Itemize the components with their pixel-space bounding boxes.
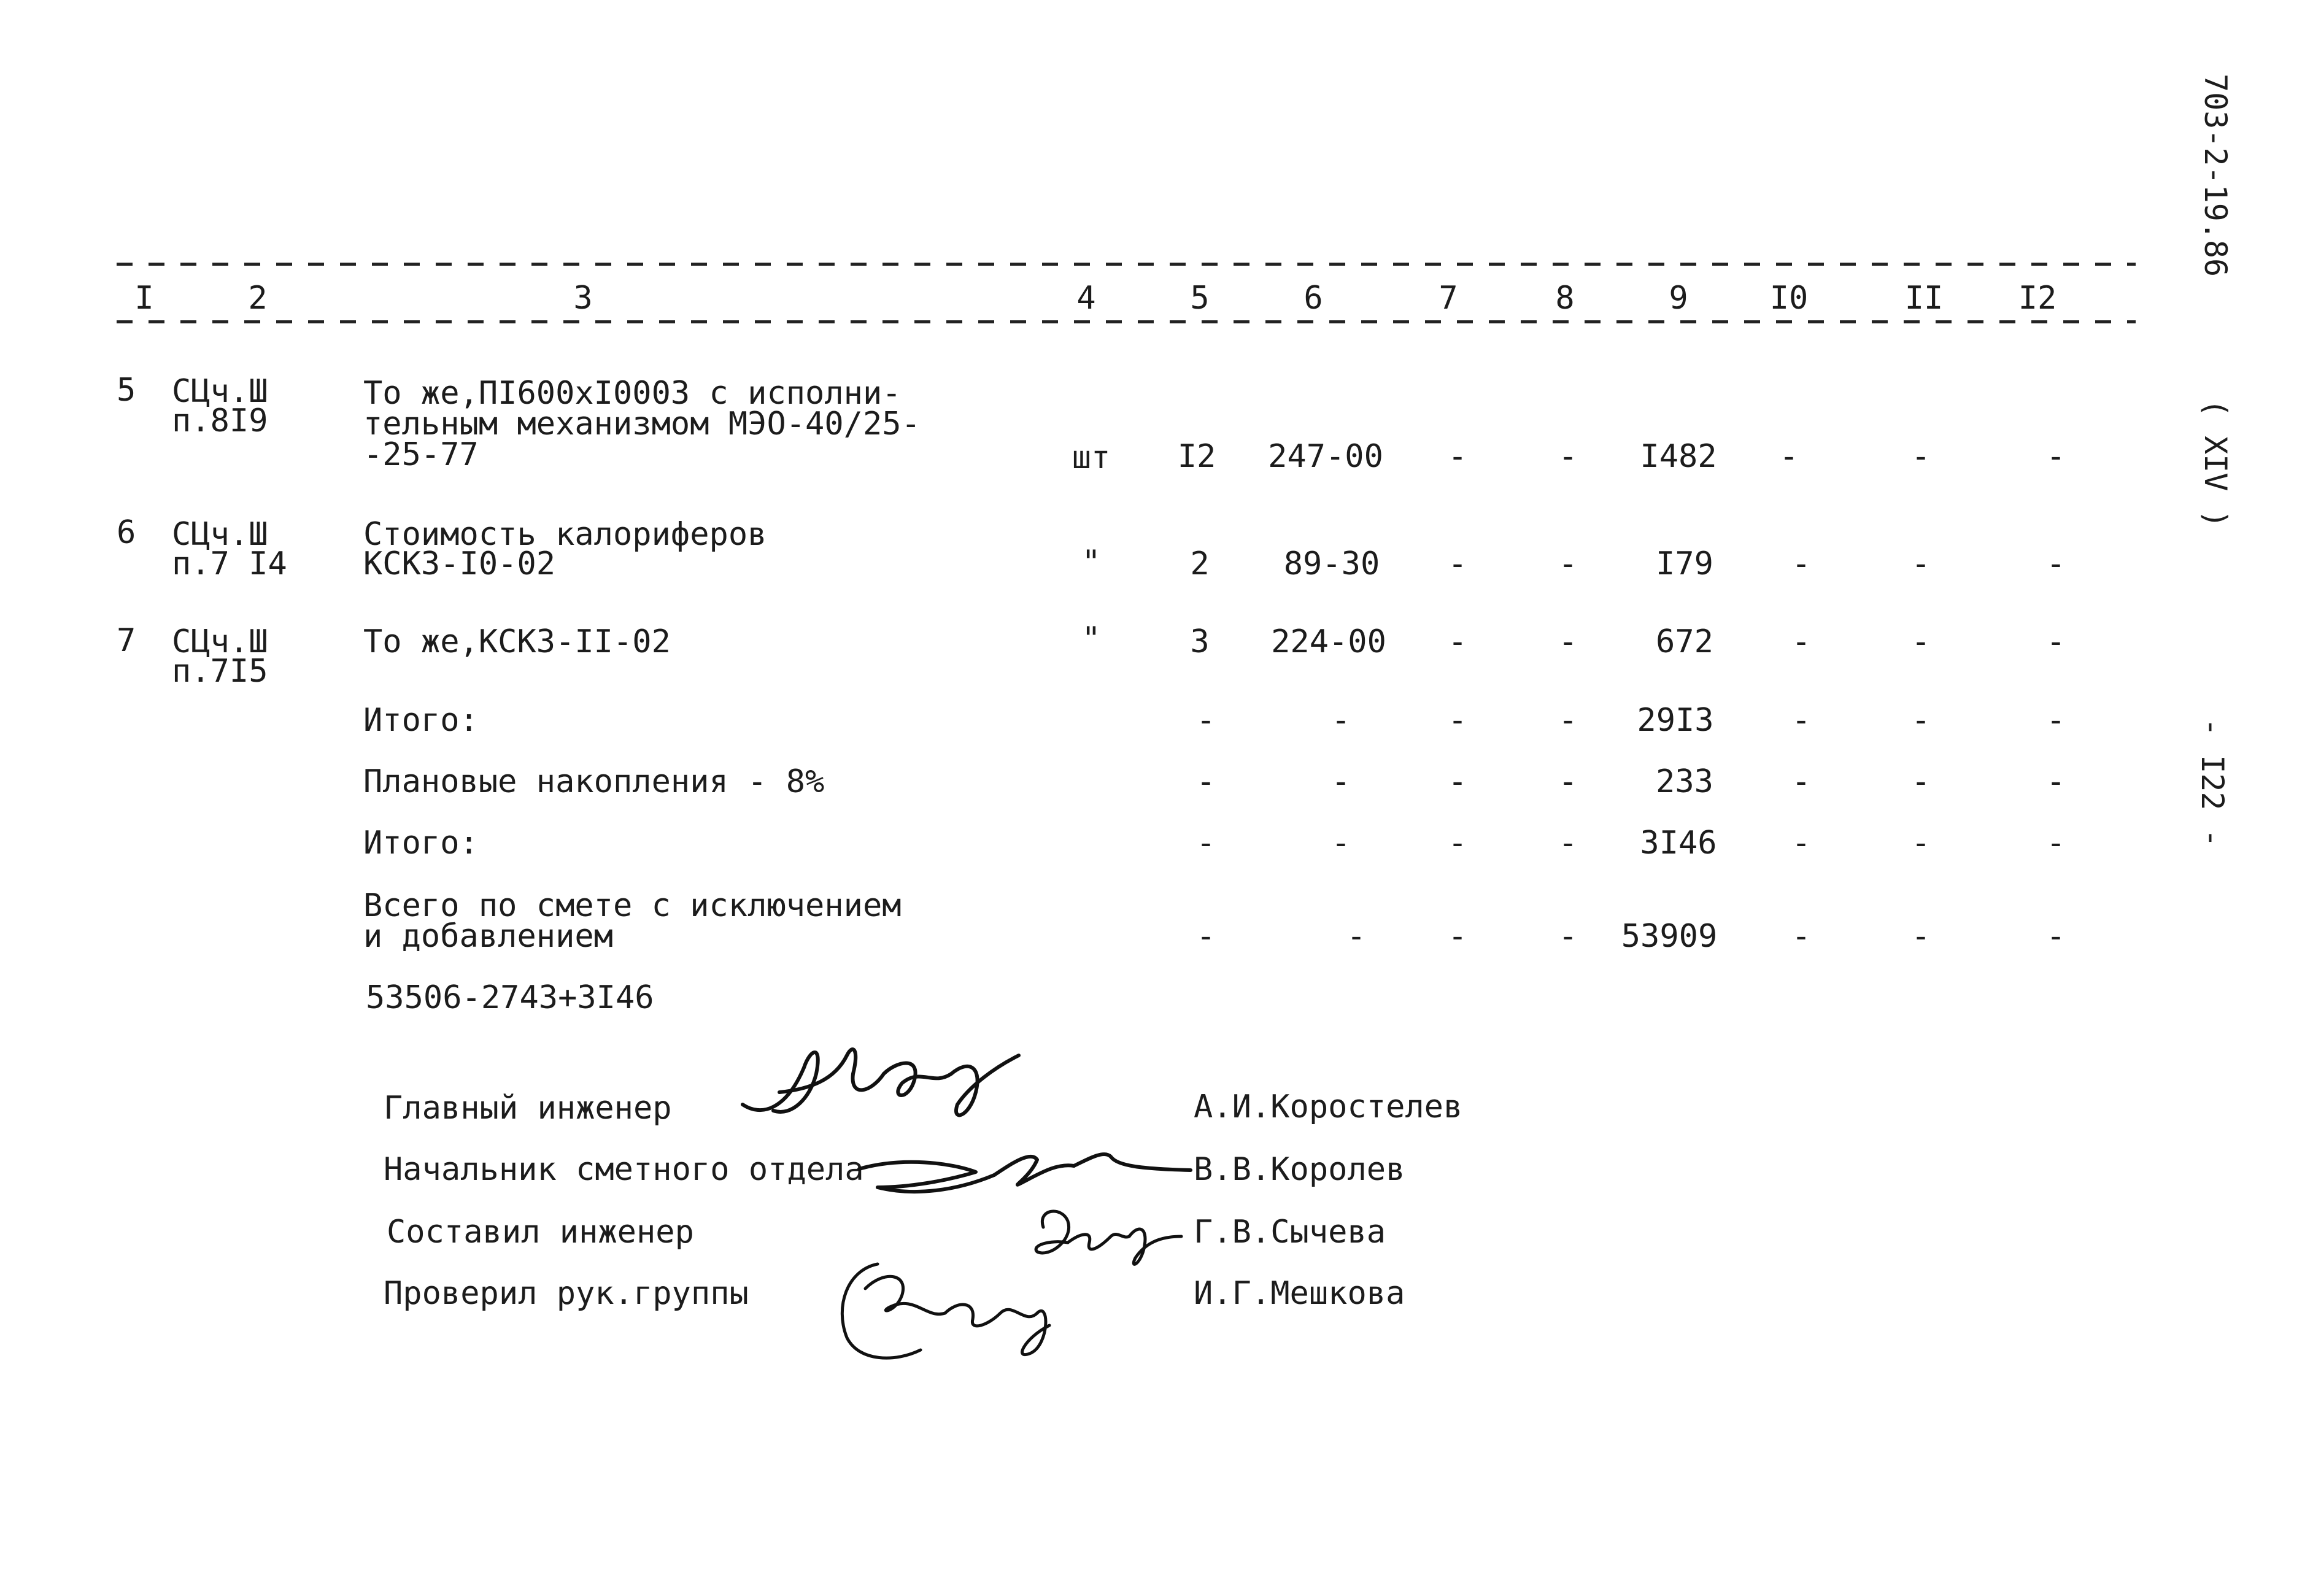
col-num-10: I0 <box>1769 280 1809 317</box>
row-c11: - <box>1911 438 1931 475</box>
summary-c11: - <box>1911 702 1931 739</box>
signature-role: Составил инженер <box>387 1214 694 1251</box>
summary-label: Итого: <box>363 825 479 862</box>
row-price: 247-00 <box>1268 438 1383 475</box>
grand-total-c12: - <box>2046 918 2066 955</box>
row-ref-line1: СЦч.Ш <box>172 516 268 553</box>
row-c8: - <box>1558 545 1578 582</box>
summary-c5: - <box>1196 825 1216 862</box>
row-number: 6 <box>117 514 136 551</box>
signature-head-of-department <box>853 1138 1197 1206</box>
row-c9: I482 <box>1640 438 1717 475</box>
col-num-1: I <box>134 280 154 317</box>
grand-total-label-line2: и добавлением <box>363 918 613 955</box>
summary-label: Плановые накопления - 8% <box>363 763 825 800</box>
col-num-4: 4 <box>1076 280 1096 317</box>
summary-c5: - <box>1196 702 1216 739</box>
summary-c10: - <box>1791 702 1811 739</box>
summary-c11: - <box>1911 763 1931 800</box>
summary-c5: - <box>1196 763 1216 800</box>
row-c9: 672 <box>1656 623 1713 660</box>
grand-total-label-line1: Всего по смете с исключением <box>363 887 902 924</box>
row-desc-line1: Стоимость калориферов <box>363 516 767 553</box>
row-c11: - <box>1911 545 1931 582</box>
row-desc-line1: То же,КСК3-II-02 <box>363 623 671 660</box>
summary-c9: 29I3 <box>1637 702 1714 739</box>
row-desc-line1: То же,ПI600хI0003 с исполни- <box>363 375 902 412</box>
summary-c6: - <box>1331 825 1351 862</box>
margin-code: 703-2-19.86 <box>2198 74 2233 277</box>
signature-name: А.И.Коростелев <box>1194 1089 1463 1125</box>
col-num-3: 3 <box>573 280 593 317</box>
row-c7: - <box>1448 623 1467 660</box>
row-qty: I2 <box>1177 438 1216 475</box>
summary-c8: - <box>1558 825 1578 862</box>
row-c12: - <box>2046 545 2066 582</box>
summary-c12: - <box>2046 763 2066 800</box>
signature-name: Г.В.Сычева <box>1194 1214 1386 1251</box>
col-num-11: II <box>1904 280 1944 317</box>
summary-c12: - <box>2046 825 2066 862</box>
row-number: 5 <box>117 372 136 409</box>
row-desc-line2: тельным механизмом МЭО-40/25- <box>363 406 921 442</box>
row-c8: - <box>1558 438 1578 475</box>
row-ref-line2: п.7 I4 <box>172 545 287 582</box>
grand-total-c9: 53909 <box>1621 918 1718 955</box>
row-c12: - <box>2046 438 2066 475</box>
row-qty: 2 <box>1190 545 1210 582</box>
header-rule-bottom <box>117 320 2136 323</box>
grand-total-c6: - <box>1346 918 1366 955</box>
summary-c12: - <box>2046 702 2066 739</box>
row-number: 7 <box>117 622 136 659</box>
summary-c10: - <box>1791 825 1811 862</box>
signature-name: И.Г.Мешкова <box>1194 1275 1405 1312</box>
grand-total-c10: - <box>1791 918 1811 955</box>
row-desc-line3: -25-77 <box>363 436 479 473</box>
summary-c10: - <box>1791 763 1811 800</box>
row-ref-line2: п.7I5 <box>172 653 268 690</box>
margin-series: ( XIV ) <box>2198 399 2233 528</box>
summary-c7: - <box>1448 763 1467 800</box>
summary-c6: - <box>1331 702 1351 739</box>
row-ref-line1: СЦч.Ш <box>172 373 268 410</box>
signature-name: В.В.Королев <box>1194 1151 1405 1188</box>
summary-c11: - <box>1911 825 1931 862</box>
row-desc-line2: КСК3-I0-02 <box>363 545 556 582</box>
header-rule-top <box>117 263 2136 266</box>
signature-chief-engineer <box>736 1031 1031 1135</box>
row-c7: - <box>1448 438 1467 475</box>
row-unit: шт <box>1072 439 1111 476</box>
row-ref-line1: СЦч.Ш <box>172 623 268 660</box>
row-price: 224-00 <box>1271 623 1386 660</box>
grand-total-c5: - <box>1196 918 1216 955</box>
grand-total-c8: - <box>1558 918 1578 955</box>
summary-label: Итого: <box>363 702 479 739</box>
summary-c9: 233 <box>1656 763 1713 800</box>
row-qty: 3 <box>1190 623 1210 660</box>
row-unit: " <box>1081 544 1101 580</box>
col-num-2: 2 <box>248 280 268 317</box>
col-num-9: 9 <box>1669 280 1688 317</box>
summary-c7: - <box>1448 702 1467 739</box>
row-unit: " <box>1081 620 1101 657</box>
signature-group-lead <box>828 1252 1062 1368</box>
row-c11: - <box>1911 623 1931 660</box>
total-formula: 53506-2743+3I46 <box>366 979 654 1016</box>
grand-total-c7: - <box>1448 918 1467 955</box>
signature-role: Главный инженер <box>384 1090 672 1127</box>
row-c10: - <box>1791 623 1811 660</box>
summary-c8: - <box>1558 702 1578 739</box>
col-num-6: 6 <box>1303 280 1323 317</box>
margin-page-number: - I22 - <box>2195 718 2230 847</box>
summary-c7: - <box>1448 825 1467 862</box>
summary-c6: - <box>1331 763 1351 800</box>
row-c10: - <box>1791 545 1811 582</box>
signature-role: Начальник сметного отдела <box>384 1151 864 1188</box>
grand-total-c11: - <box>1911 918 1931 955</box>
row-c8: - <box>1558 623 1578 660</box>
row-price: 89-30 <box>1283 545 1380 582</box>
col-num-7: 7 <box>1439 280 1458 317</box>
row-c10: - <box>1779 438 1799 475</box>
col-num-5: 5 <box>1190 280 1210 317</box>
summary-c8: - <box>1558 763 1578 800</box>
signature-role: Проверил рук.группы <box>384 1275 749 1312</box>
col-num-12: I2 <box>2018 280 2057 317</box>
row-c9: I79 <box>1656 545 1713 582</box>
row-c7: - <box>1448 545 1467 582</box>
row-ref-line2: п.8I9 <box>172 403 268 439</box>
row-c12: - <box>2046 623 2066 660</box>
col-num-8: 8 <box>1555 280 1575 317</box>
summary-c9: 3I46 <box>1640 825 1717 862</box>
